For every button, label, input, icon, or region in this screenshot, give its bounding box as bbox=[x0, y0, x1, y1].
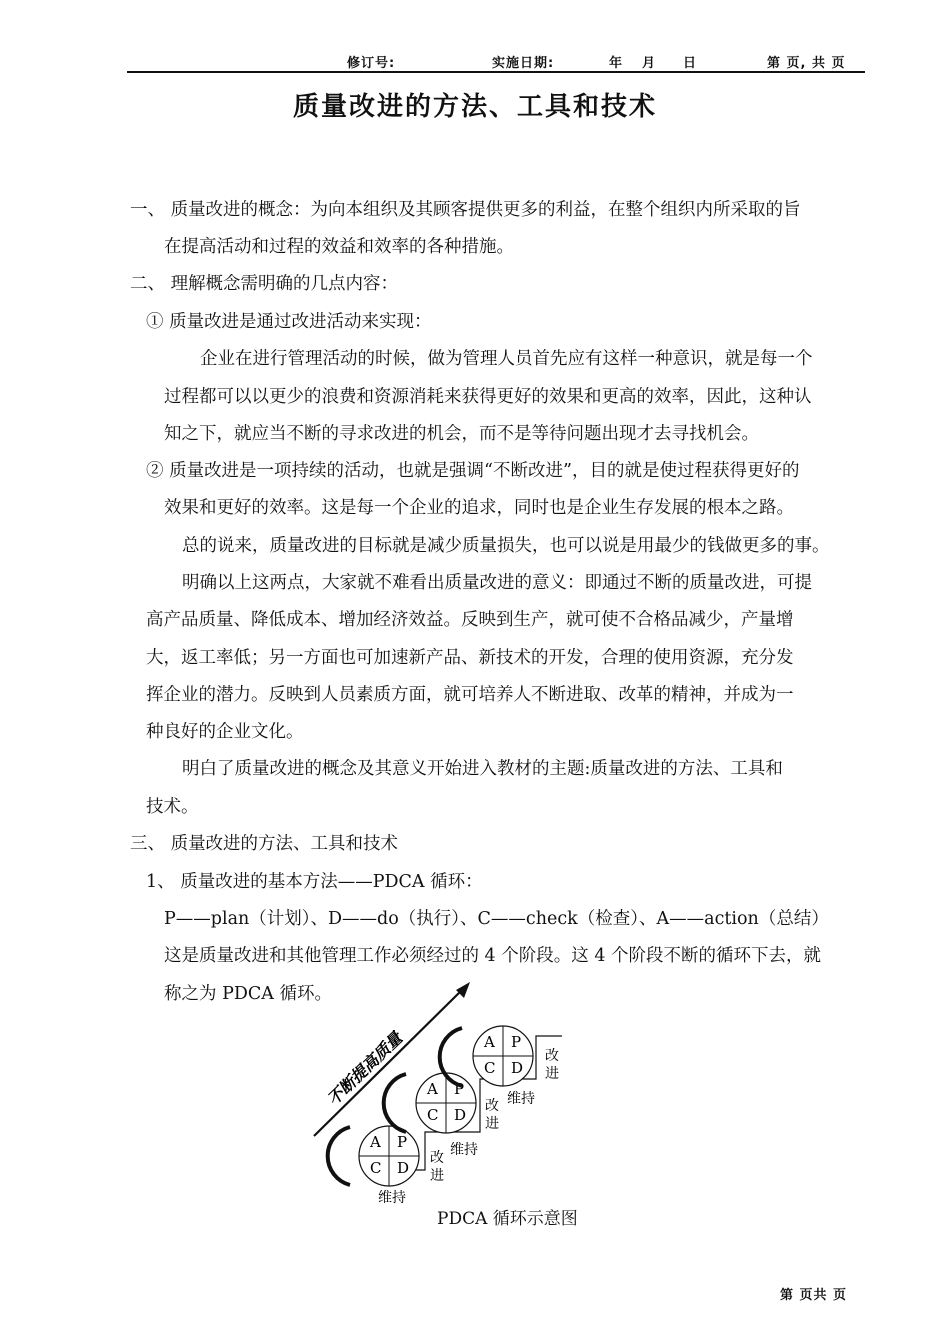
quadrant-d: D bbox=[454, 1106, 467, 1124]
body-line: 高产品质量、降低成本、增加经济效益。反映到生产，就可使不合格品减少，产量增 bbox=[146, 610, 794, 630]
body-line: 大，返工率低；另一方面也可加速新产品、新技术的开发，合理的使用资源，充分发 bbox=[146, 648, 794, 668]
body-line: 称之为 PDCA 循环。 bbox=[164, 984, 332, 1004]
body-line: 二、 理解概念需明确的几点内容： bbox=[130, 274, 399, 294]
body-line: 知之下，就应当不断的寻求改进的机会，而不是等待问题出现才去寻找机会。 bbox=[164, 424, 759, 444]
quadrant-d: D bbox=[511, 1059, 524, 1077]
body-line: 总的说来，质量改进的目标就是减少质量损失，也可以说是用最少的钱做更多的事。 bbox=[182, 536, 830, 556]
quadrant-p: P bbox=[397, 1133, 408, 1151]
header-rule bbox=[127, 71, 865, 73]
month-label: 月 bbox=[642, 56, 657, 71]
body-line: P——plan（计划）、D——do（执行）、C——check（检查）、A——action（总结） bbox=[164, 909, 829, 929]
section-heading: 三、 质量改进的方法、工具和技术 bbox=[130, 834, 399, 854]
impl-date-label: 实施日期: bbox=[492, 56, 555, 71]
improve-label-3a: 改 bbox=[545, 1048, 559, 1064]
arrow-label: 不断提高质量 bbox=[323, 1028, 406, 1109]
body-line: 效果和更好的效率。这是每一个企业的追求，同时也是企业生存发展的根本之路。 bbox=[164, 498, 794, 518]
body-line: 明白了质量改进的概念及其意义开始进入教材的主题:质量改进的方法、工具和 bbox=[182, 759, 783, 779]
quadrant-d: D bbox=[397, 1159, 410, 1177]
body-line: 技术。 bbox=[146, 797, 199, 817]
body-line: 挥企业的潜力。反映到人员素质方面，就可培养人不断进取、改革的精神，并成为一 bbox=[146, 685, 794, 705]
revision-label: 修订号: bbox=[347, 56, 396, 71]
maintain-label-2: 维持 bbox=[450, 1142, 478, 1158]
pdca-circle-2 bbox=[384, 1073, 476, 1133]
body-line: 一、 质量改进的概念：为向本组织及其顾客提供更多的利益，在整个组织内所采取的旨 bbox=[130, 200, 801, 220]
pdca-diagram bbox=[300, 980, 600, 1210]
page-footer: 第 页共 页 bbox=[780, 1288, 848, 1303]
quadrant-c: C bbox=[370, 1159, 382, 1177]
page-title: 质量改进的方法、工具和技术 bbox=[292, 92, 657, 122]
improve-label-3b: 进 bbox=[545, 1066, 559, 1082]
body-line: 种良好的企业文化。 bbox=[146, 722, 304, 742]
quadrant-c: C bbox=[427, 1106, 439, 1124]
maintain-label-1: 维持 bbox=[378, 1190, 406, 1206]
body-line: 过程都可以以更少的浪费和资源消耗来获得更好的效果和更高的效率，因此，这种认 bbox=[164, 387, 812, 407]
pdca-circle-1 bbox=[328, 1126, 419, 1186]
body-line: ① 质量改进是通过改进活动来实现： bbox=[146, 312, 432, 332]
improve-label-2a: 改 bbox=[485, 1098, 499, 1114]
quadrant-p: P bbox=[454, 1080, 465, 1098]
body-line: 在提高活动和过程的效益和效率的各种措施。 bbox=[164, 237, 514, 257]
body-line: 企业在进行管理活动的时候，做为管理人员首先应有这样一种意识，就是每一个 bbox=[200, 349, 813, 369]
day-label: 日 bbox=[683, 56, 698, 71]
maintain-label-3: 维持 bbox=[507, 1091, 535, 1107]
arrow-head bbox=[456, 982, 470, 998]
page-info: 第 页, 共 页 bbox=[767, 56, 846, 71]
improve-label-1a: 改 bbox=[430, 1150, 444, 1166]
quadrant-c: C bbox=[484, 1059, 496, 1077]
quadrant-p: P bbox=[511, 1033, 522, 1051]
diagram-caption: PDCA 循环示意图 bbox=[437, 1209, 578, 1229]
year-label: 年 bbox=[609, 56, 624, 71]
body-line: 这是质量改进和其他管理工作必须经过的 4 个阶段。这 4 个阶段不断的循环下去，就 bbox=[164, 946, 822, 966]
improve-label-1b: 进 bbox=[430, 1168, 444, 1184]
quadrant-a: A bbox=[370, 1133, 381, 1151]
body-line: ② 质量改进是一项持续的活动，也就是强调“不断改进”，目的就是使过程获得更好的 bbox=[146, 461, 800, 481]
body-line: 明确以上这两点，大家就不难看出质量改进的意义：即通过不断的质量改进，可提 bbox=[182, 573, 812, 593]
subsection-heading: 1、 质量改进的基本方法——PDCA 循环： bbox=[146, 872, 483, 892]
quadrant-a: A bbox=[427, 1080, 438, 1098]
quadrant-a: A bbox=[484, 1033, 495, 1051]
improve-label-2b: 进 bbox=[485, 1116, 499, 1132]
